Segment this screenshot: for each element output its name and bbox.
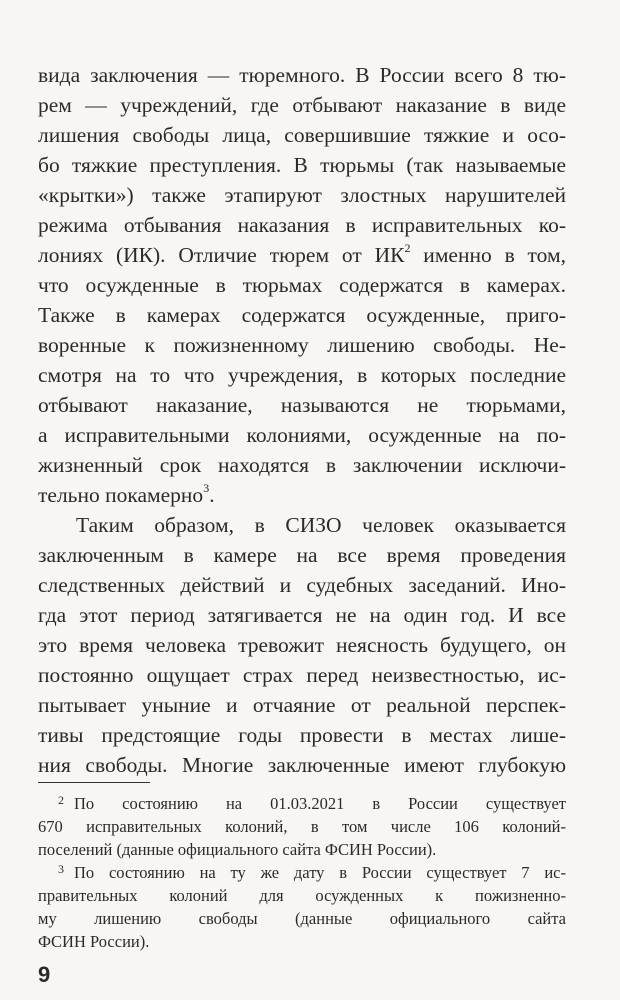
text-line: «крытки») также этапируют злостных нарушителей: [38, 183, 566, 207]
text-line: это время человека тревожит неясность будущего, он: [38, 633, 566, 657]
text-line: лишения свободы лица, совершившие тяжкие и осо-: [38, 123, 566, 147]
text-line: бо тяжкие преступления. В тюрьмы (так называемые: [38, 153, 566, 177]
text-line: смотря на то что учреждения, в которых последние: [38, 363, 566, 387]
footnote-line: [58, 792, 566, 815]
text-line: отбывают наказание, называются не тюрьмами,: [38, 393, 566, 417]
footnote-line: 670 исправительных колоний, в том числе 106 колоний-: [38, 817, 566, 836]
footnote-text: По состоянию на ту же дату в России существует 7 ис-: [74, 863, 566, 882]
footnote-divider: [38, 782, 150, 783]
footnote-text: По состоянию на 01.03.2021 в России существует: [74, 794, 566, 813]
footnote-line: ФСИН России).: [38, 932, 150, 951]
text-line: заключенным в камере на все время проведения: [38, 543, 566, 567]
footnote-ref[interactable]: 3: [203, 480, 210, 495]
text-line: что осужденные в тюрьмах содержатся в камерах.: [38, 273, 566, 297]
text-line: вида заключения — тюремного. В России всего 8 тю-: [38, 63, 566, 87]
footnote-mark: 2: [58, 793, 64, 807]
footnote-line: поселений (данные официального сайта ФСИН России).: [38, 840, 437, 859]
text-line: Также в камерах содержатся осужденные, приго-: [38, 303, 566, 327]
text-line: [38, 480, 566, 510]
text-line: постоянно ощущает страх перед неизвестностью, ис-: [38, 663, 566, 687]
text-line: режима отбывания наказания в исправительных ко-: [38, 213, 566, 237]
text-line: Таким образом, в СИЗО человек оказывается: [76, 513, 566, 537]
text-line: а исправительными колониями, осужденные на по-: [38, 423, 566, 447]
footnote-line: му лишению свободы (данные официального сайта: [38, 909, 566, 928]
footnote-mark: 3: [58, 862, 64, 876]
text-line: гда этот период затягивается не на один год. И все: [38, 603, 566, 627]
page-number: 9: [38, 962, 51, 987]
text-fragment: .: [209, 483, 215, 507]
footnote-ref[interactable]: 2: [404, 240, 411, 255]
text-line: воренные к пожизненному лишению свободы. Не-: [38, 333, 566, 357]
text-line: следственных действий и судебных заседаний. Ино-: [38, 573, 566, 597]
text-fragment: именно в том,: [410, 243, 566, 267]
text-fragment: лониях (ИК). Отличие тюрем от ИК: [38, 243, 405, 267]
footnote-line: правительных колоний для осужденных к пожизненно-: [38, 886, 566, 905]
text-fragment: тельно покамерно: [38, 483, 204, 507]
text-line: жизненный срок находятся в заключении исключи-: [38, 453, 566, 477]
footnote-line: [58, 861, 566, 884]
text-line: тивы предстоящие годы провести в местах лише-: [38, 723, 566, 747]
text-line: ния свободы. Многие заключенные имеют глубокую: [38, 753, 566, 777]
text-line: пытывает уныние и отчаяние от реальной перспек-: [38, 693, 566, 717]
text-line: [38, 240, 566, 270]
text-line: рем — учреждений, где отбывают наказание в виде: [38, 93, 566, 117]
